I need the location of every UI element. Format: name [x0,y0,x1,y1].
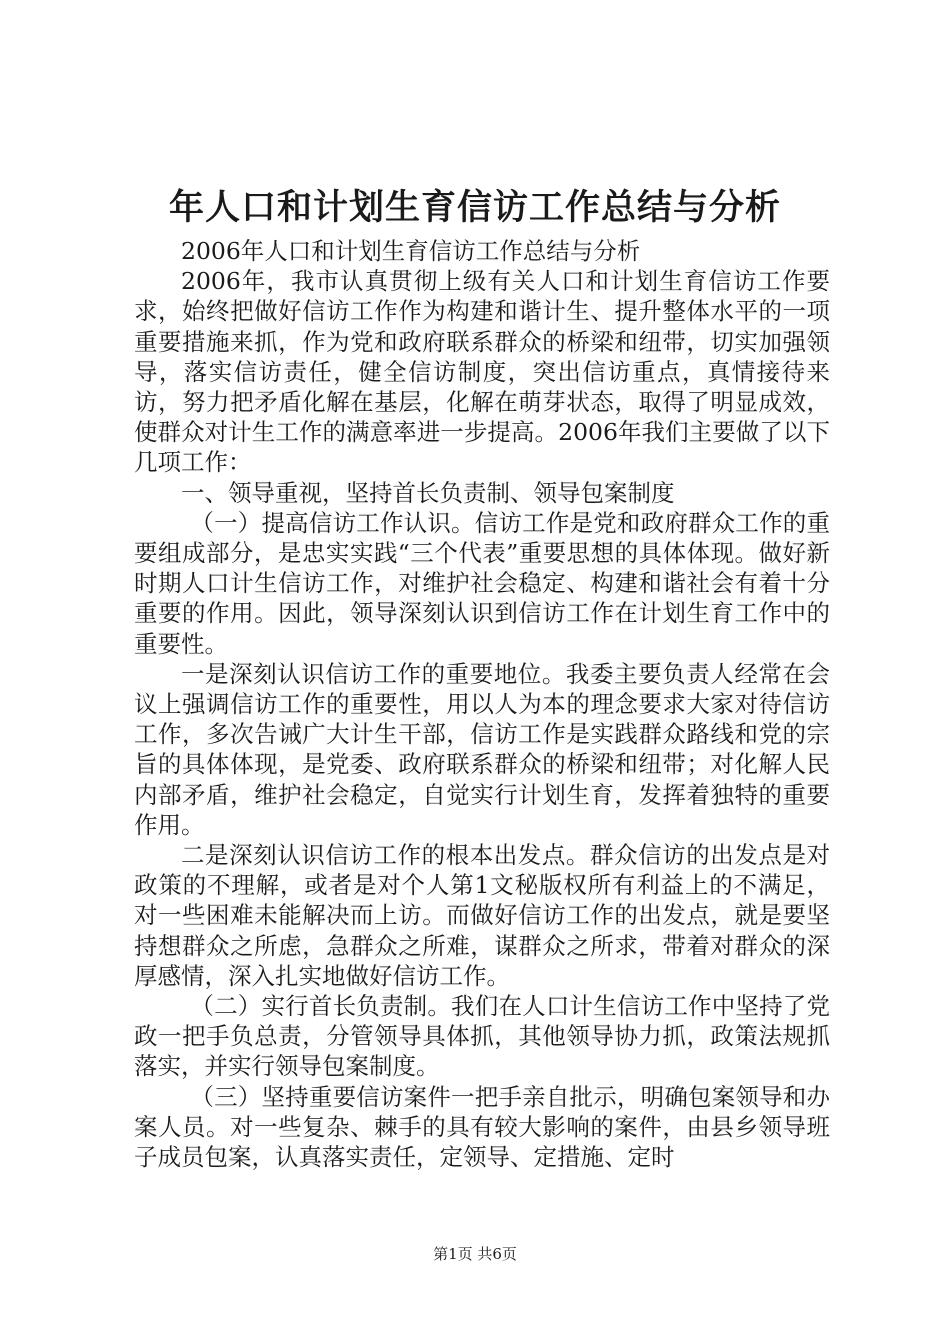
point-1-paragraph: 一是深刻认识信访工作的重要地位。我委主要负责人经常在会议上强调信访工作的重要性，用以人为本的理念要求大家对待信访工作，多次告诫广大计生干部，信访工作是实践群众路线和党的宗旨的具体体现，是党委、政府联系群众的桥梁和纽带；对化解人民内部矛盾，维护社会稳定，自觉实行计划生育，发挥着独特的重要作用。 [134,659,830,839]
page-number-footer: 第1页 共6页 [433,1245,517,1263]
document-title: 年人口和计划生育信访工作总结与分析 [168,187,781,228]
point-2-paragraph: 二是深刻认识信访工作的根本出发点。群众信访的出发点是对政策的不理解，或者是对个人第1文秘版权所有利益上的不满足，对一些困难未能解决而上访。而做好信访工作的出发点，就是要坚持想群众之所虑，急群众之所难，谋群众之所求，带着对群众的深厚感情，深入扎实地做好信访工作。 [134,841,830,990]
subsection-1-paragraph: （一）提高信访工作认识。信访工作是党和政府群众工作的重要组成部分，是忠实实践“三个代表”重要思想的具体体现。做好新时期人口计生信访工作，对维护社会稳定、构建和谐社会有着十分重要的作用。因此，领导深刻认识到信访工作在计划生育工作中的重要性。 [134,508,830,658]
document-body [134,236,830,1172]
subsection-2-paragraph: （二）实行首长负责制。我们在人口计生信访工作中坚持了党政一把手负总责，分管领导具体抓，其他领导协力抓，政策法规抓落实，并实行领导包案制度。 [134,992,830,1081]
section-heading-1: 一、领导重视，坚持首长负责制、领导包案制度 [181,478,675,507]
subsection-3-paragraph: （三）坚持重要信访案件一把手亲自批示，明确包案领导和办案人员。对一些复杂、棘手的具有较大影响的案件，由县乡领导班子成员包案，认真落实责任，定领导、定措施、定时 [134,1082,830,1172]
intro-paragraph: 2006年，我市认真贯彻上级有关人口和计划生育信访工作要求，始终把做好信访工作作为构建和谐计生、提升整体水平的一项重要措施来抓，作为党和政府联系群众的桥梁和纽带，切实加强领导，落实信访责任，健全信访制度，突出信访重点，真情接待来访，努力把矛盾化解在基层，化解在萌芽状态，取得了明显成效，使群众对计生工作的满意率进一步提高。2006年我们主要做了以下几项工作： [134,267,830,477]
subtitle-paragraph: 2006年人口和计划生育信访工作总结与分析 [181,237,641,265]
